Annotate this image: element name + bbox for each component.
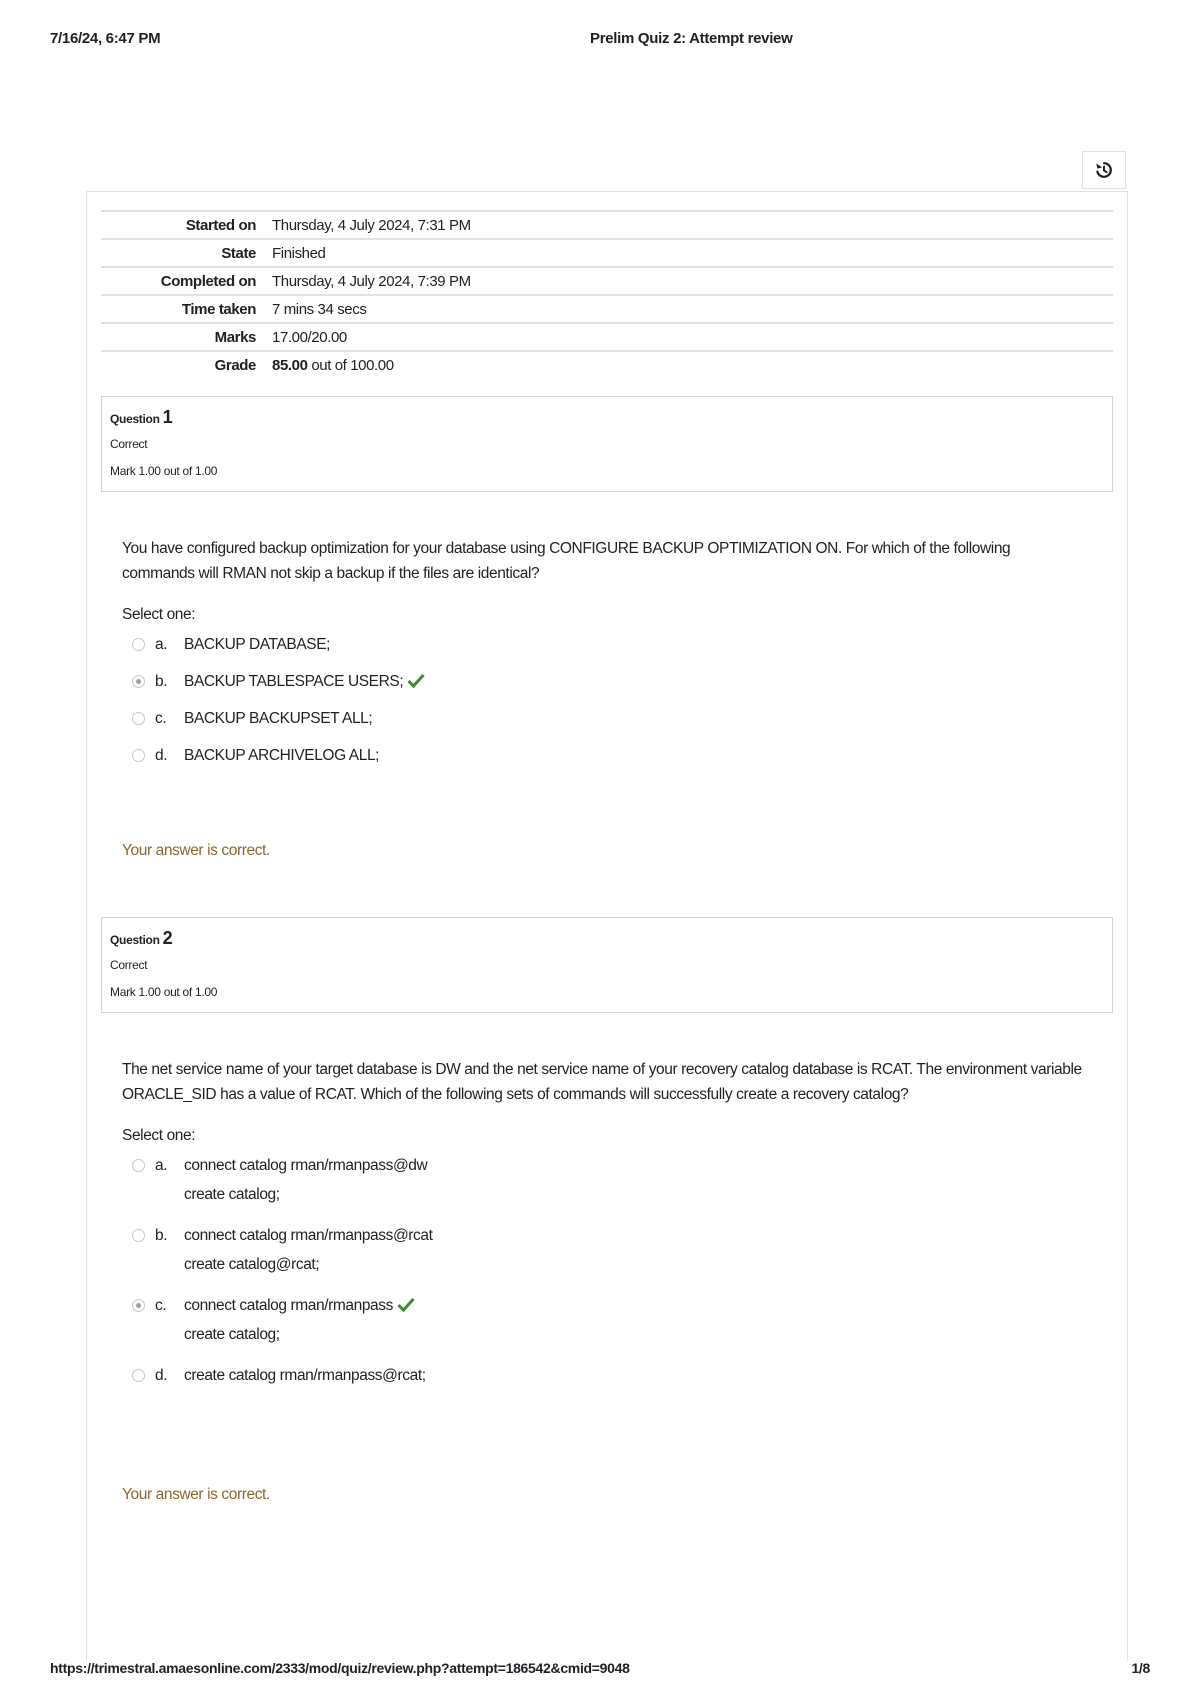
history-icon xyxy=(1094,160,1114,180)
answer-list xyxy=(122,636,1082,784)
summary-row-time-taken: Time taken 7 mins 34 secs xyxy=(101,296,1113,324)
answer-radio[interactable] xyxy=(132,1229,145,1242)
question-grade: Mark 1.00 out of 1.00 xyxy=(110,464,218,478)
summary-row-state: State Finished xyxy=(101,240,1113,268)
page-title: Prelim Quiz 2: Attempt review xyxy=(590,30,793,47)
summary-row-marks: Marks 17.00/20.00 xyxy=(101,324,1113,352)
print-date: 7/16/24, 6:47 PM xyxy=(50,30,161,47)
answer-option-a[interactable]: a. BACKUP DATABASE; xyxy=(122,636,1082,673)
answer-radio-selected[interactable] xyxy=(132,675,145,688)
answer-radio[interactable] xyxy=(132,1369,145,1382)
page-url: https://trimestral.amaesonline.com/2333/mod/quiz/review.php?attempt=186542&cmid=9048 xyxy=(50,1660,630,1676)
check-icon xyxy=(397,1297,415,1312)
print-header xyxy=(50,30,1150,50)
restore-button[interactable] xyxy=(1082,151,1126,189)
select-one-prompt: Select one: xyxy=(122,606,196,623)
answer-radio[interactable] xyxy=(132,749,145,762)
question-1-info: Question 1 Correct Mark 1.00 out of 1.00 xyxy=(101,396,1113,492)
answer-feedback: Your answer is correct. xyxy=(122,1486,270,1503)
answer-list xyxy=(122,1157,1082,1404)
question-text: You have configured backup optimization for your database using CONFIGURE BACKUP OPTIMIZATION ON. For which of the following commands will RMAN not skip a backup if the files are identical? xyxy=(122,540,1011,582)
answer-radio[interactable] xyxy=(132,638,145,651)
question-grade: Mark 1.00 out of 1.00 xyxy=(110,985,218,999)
attempt-summary-table xyxy=(101,210,1113,378)
question-number: 1 xyxy=(162,407,173,427)
summary-row-grade: Grade 85.00 out of 100.00 xyxy=(214,356,394,374)
summary-row-completed: Completed on Thursday, 4 July 2024, 7:39 PM xyxy=(101,268,1113,296)
question-number: 2 xyxy=(162,928,173,948)
answer-radio[interactable] xyxy=(132,1159,145,1172)
summary-row-started: Started on Thursday, 4 July 2024, 7:31 PM xyxy=(101,212,1113,240)
answer-radio-selected[interactable] xyxy=(132,1299,145,1312)
answer-feedback: Your answer is correct. xyxy=(122,842,270,859)
question-1-content xyxy=(122,536,1082,784)
answer-option-b[interactable]: b. connect catalog rman/rmanpass@rcat create catalog@rcat; xyxy=(122,1227,1082,1297)
answer-option-c[interactable]: c. connect catalog rman/rmanpass create catalog; xyxy=(122,1297,1082,1367)
answer-option-d[interactable]: d. BACKUP ARCHIVELOG ALL; xyxy=(122,747,1082,784)
answer-radio[interactable] xyxy=(132,712,145,725)
question-state: Correct xyxy=(110,437,148,451)
select-one-prompt: Select one: xyxy=(122,1127,196,1144)
grade-value: 85.00 xyxy=(272,356,308,374)
question-2-content xyxy=(122,1057,1082,1404)
page-number: 1/8 xyxy=(1131,1660,1150,1676)
question-state: Correct xyxy=(110,958,148,972)
check-icon xyxy=(407,673,425,688)
answer-option-a[interactable]: a. connect catalog rman/rmanpass@dw create catalog; xyxy=(122,1157,1082,1227)
question-2-info: Question 2 Correct Mark 1.00 out of 1.00 xyxy=(101,917,1113,1013)
answer-option-b[interactable]: b. BACKUP TABLESPACE USERS; xyxy=(122,673,1082,710)
answer-option-d[interactable]: d. create catalog rman/rmanpass@rcat; xyxy=(122,1367,1082,1404)
answer-option-c[interactable]: c. BACKUP BACKUPSET ALL; xyxy=(122,710,1082,747)
question-text: The net service name of your target database is DW and the net service name of your recovery catalog database is RCAT. The environment variable ORACLE_SID has a value of RCAT. Which of the following sets of commands will successfully create a recovery catalog? xyxy=(122,1061,1082,1103)
